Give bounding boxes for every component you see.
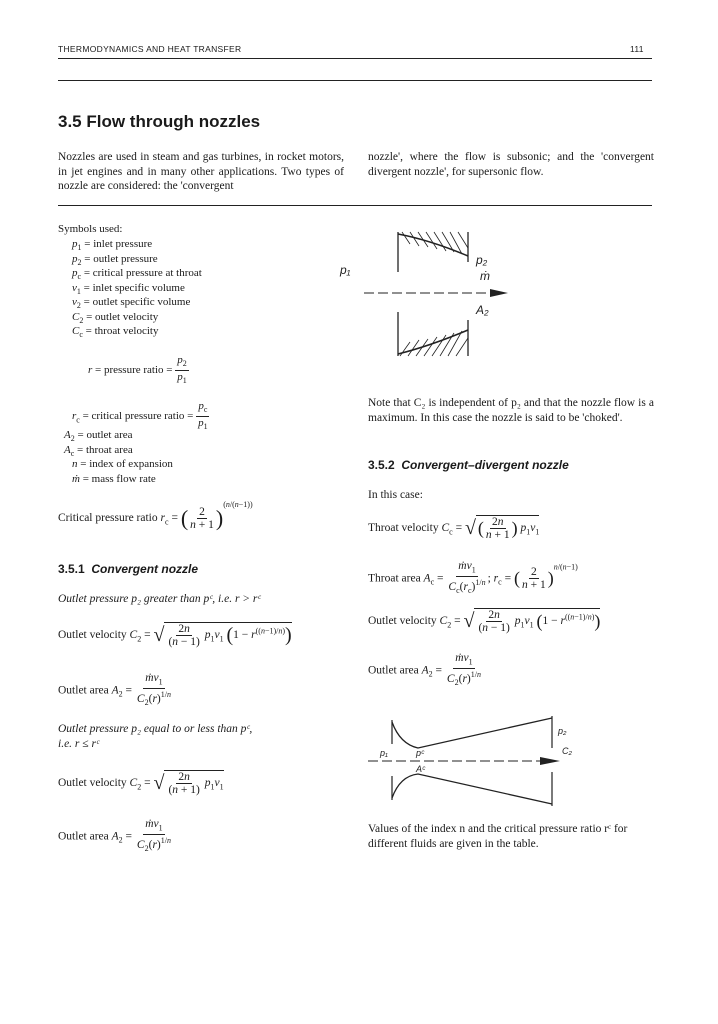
symbol-p2: $p_2$ = outlet pressure xyxy=(72,252,158,267)
running-title: THERMODYNAMICS AND HEAT TRANSFER xyxy=(58,44,242,54)
case1-text: Outlet pressure p₂ greater than pᶜ, i.e. r > rᶜ xyxy=(58,593,261,605)
fig2-p2: p₂ xyxy=(558,726,567,736)
intro-col1: Nozzles are used in steam and gas turbines, in rocket motors, in jet engines and in many other applications. Two types of nozzle are considered: the 'convergent xyxy=(58,151,344,192)
case2-line1: Outlet pressure p₂ equal to or less than pᶜ, xyxy=(58,723,253,735)
header-rule xyxy=(58,58,652,59)
fig2-p1: p₁ xyxy=(380,748,388,758)
intro-col2: nozzle', where the flow is subsonic; and the 'convergent divergent nozzle', for supersonic flow. xyxy=(368,151,654,178)
formula-outlet-area-2: Outlet area $A_2$ = $\frac{ṁv_1}{C_2(r)^{1/n}}$ xyxy=(58,818,171,854)
symbol-r: r = pressure ratio = $\frac{p_2}{p_1}$ xyxy=(88,354,187,386)
choked-note: Note that C₂ is independent of p₂ and that the nozzle flow is a maximum. In this case the nozzle is said to be 'choked'. xyxy=(368,397,654,424)
heading-convergent-divergent: 3.5.2 Convergent–divergent nozzle xyxy=(368,458,569,472)
fig1-A2: A₂ xyxy=(476,303,489,317)
critical-ratio-formula: Critical pressure ratio $r_c$ = ( $\frac{2}{n + 1}$ )$^{(n/(n-1))}$ xyxy=(58,500,253,531)
convergent-nozzle-figure xyxy=(330,222,650,372)
formula-throat-velocity: Throat velocity $C_c$ = √ ( $\frac{2n}{n + 1}$ ) $p_1v_1$ xyxy=(368,516,540,541)
symbol-Cc: $C_c$ = throat velocity xyxy=(72,325,159,340)
symbol-C2: $C_2$ = outlet velocity xyxy=(72,310,159,325)
symbol-m: ṁ = mass flow rate xyxy=(72,472,156,485)
fig1-p1: p₁ xyxy=(340,263,351,277)
intro-rule xyxy=(58,205,652,206)
convergent-divergent-nozzle-figure xyxy=(360,712,620,812)
in-this-case: In this case: xyxy=(368,489,423,501)
fig2-C2: C₂ xyxy=(562,746,572,756)
section-title: 3.5 Flow through nozzles xyxy=(58,112,261,131)
formula-throat-area: Throat area $A_c$ = $\frac{ṁv_1}{C_c(r_c)^{1/n}}$ ; $r_c$ = ( $\frac{2}{n + 1}$ )$^{n/(n-1)}$ xyxy=(368,560,578,596)
fig2-Ac: Aᶜ xyxy=(416,764,426,774)
symbols-list-2 xyxy=(64,428,173,486)
formula-outlet-area-cd: Outlet area $A_2$ = $\frac{ṁv_1}{C_2(r)^{1/n}}$ xyxy=(368,652,481,688)
bottom-note: Values of the index n and the critical pressure ratio rᶜ for different fluids are given in the table. xyxy=(368,823,628,850)
formula-outlet-velocity-2: Outlet velocity $C_2$ = √ $\frac{2n}{(n + 1)}$ $p_1v_1$ xyxy=(58,771,224,796)
symbol-A2: $A_2$ = outlet area xyxy=(64,429,133,444)
page-number: 111 xyxy=(630,44,644,54)
fig1-p2: p₂ xyxy=(476,253,488,267)
symbol-p1: $p_1$ = inlet pressure xyxy=(72,238,153,253)
symbol-v1: $v_1$ = inlet specific volume xyxy=(72,281,185,296)
formula-outlet-velocity-1: Outlet velocity $C_2$ = √ $\frac{2n}{(n - 1)}$ $p_1v_1$ $(1 - r^{((n-1)/n)})$ xyxy=(58,623,292,648)
top-rule xyxy=(58,80,652,81)
fig2-pc: pᶜ xyxy=(416,748,425,758)
symbol-pc: $p_c$ = critical pressure at throat xyxy=(72,267,202,282)
heading-convergent: 3.5.1 Convergent nozzle xyxy=(58,562,199,576)
case2-line2: i.e. r ≤ rᶜ xyxy=(58,738,99,750)
symbol-v2: $v_2$ = outlet specific volume xyxy=(72,296,191,311)
fig1-mdot: ṁ xyxy=(480,269,490,283)
symbols-heading: Symbols used: xyxy=(58,223,123,235)
formula-outlet-velocity-cd: Outlet velocity $C_2$ = √ $\frac{2n}{(n - 1)}$ $p_1v_1$ $(1 - r^{((n-1)/n)})$ xyxy=(368,609,601,634)
symbol-rc: $r_c$ = critical pressure ratio = $\frac{p_c}{p_1}$ xyxy=(72,400,208,432)
formula-outlet-area-1: Outlet area $A_2$ = $\frac{ṁv_1}{C_2(r)^{1/n}}$ xyxy=(58,672,171,708)
symbol-n: n = index of expansion xyxy=(72,458,173,470)
symbols-list xyxy=(72,237,202,339)
symbol-Ac: $A_c$ = throat area xyxy=(64,443,133,458)
